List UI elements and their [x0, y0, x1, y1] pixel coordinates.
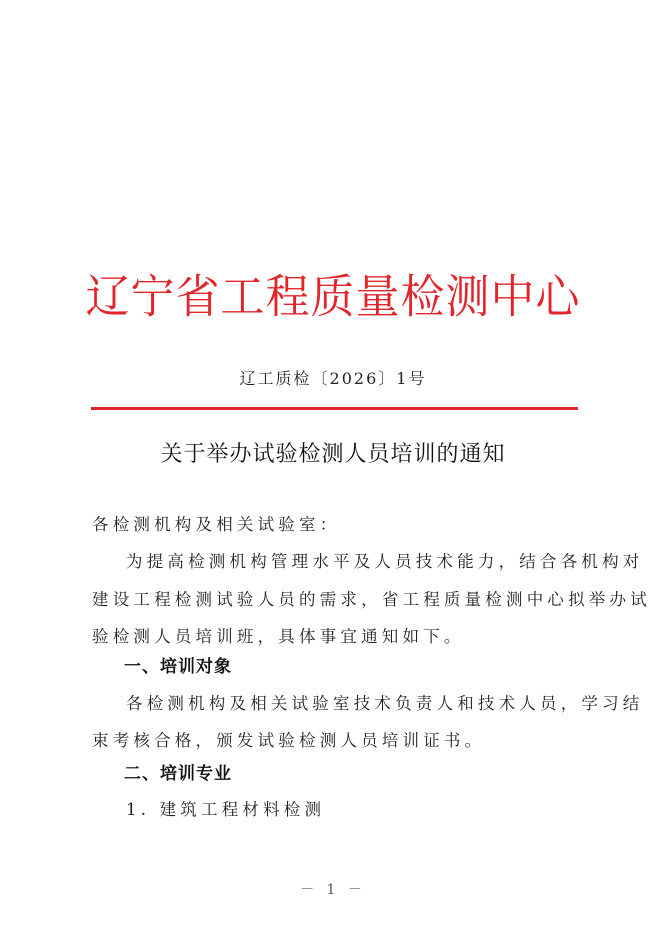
document-number: 辽工质检〔2026〕1号 [239, 369, 427, 388]
section-heading-training-majors: 二、培训专业 [124, 764, 232, 784]
intro-line-1: 为提高检测机构管理水平及人员技术能力，结合各机构对 [126, 552, 644, 571]
notice-title: 关于举办试验检测人员培训的通知 [160, 442, 506, 467]
salutation: 各检测机构及相关试验室： [92, 515, 341, 534]
section-1-line-2: 束考核合格，颁发试验检测人员培训证书。 [92, 731, 486, 750]
page-number: － 1 － [300, 882, 366, 898]
section-2-item-1: 1. 建筑工程材料检测 [126, 800, 326, 819]
section-1-line-1: 各检测机构及相关试验室技术负责人和技术人员，学习结 [126, 694, 644, 713]
header-red-rule [91, 407, 578, 410]
section-heading-training-targets: 一、培训对象 [124, 657, 232, 677]
intro-line-3: 验检测人员培训班，具体事宜通知如下。 [92, 627, 465, 646]
intro-line-2: 建设工程检测试验人员的需求，省工程质量检测中心拟举办试 [92, 590, 651, 609]
organization-header: 辽宁省工程质量检测中心 [85, 270, 581, 325]
